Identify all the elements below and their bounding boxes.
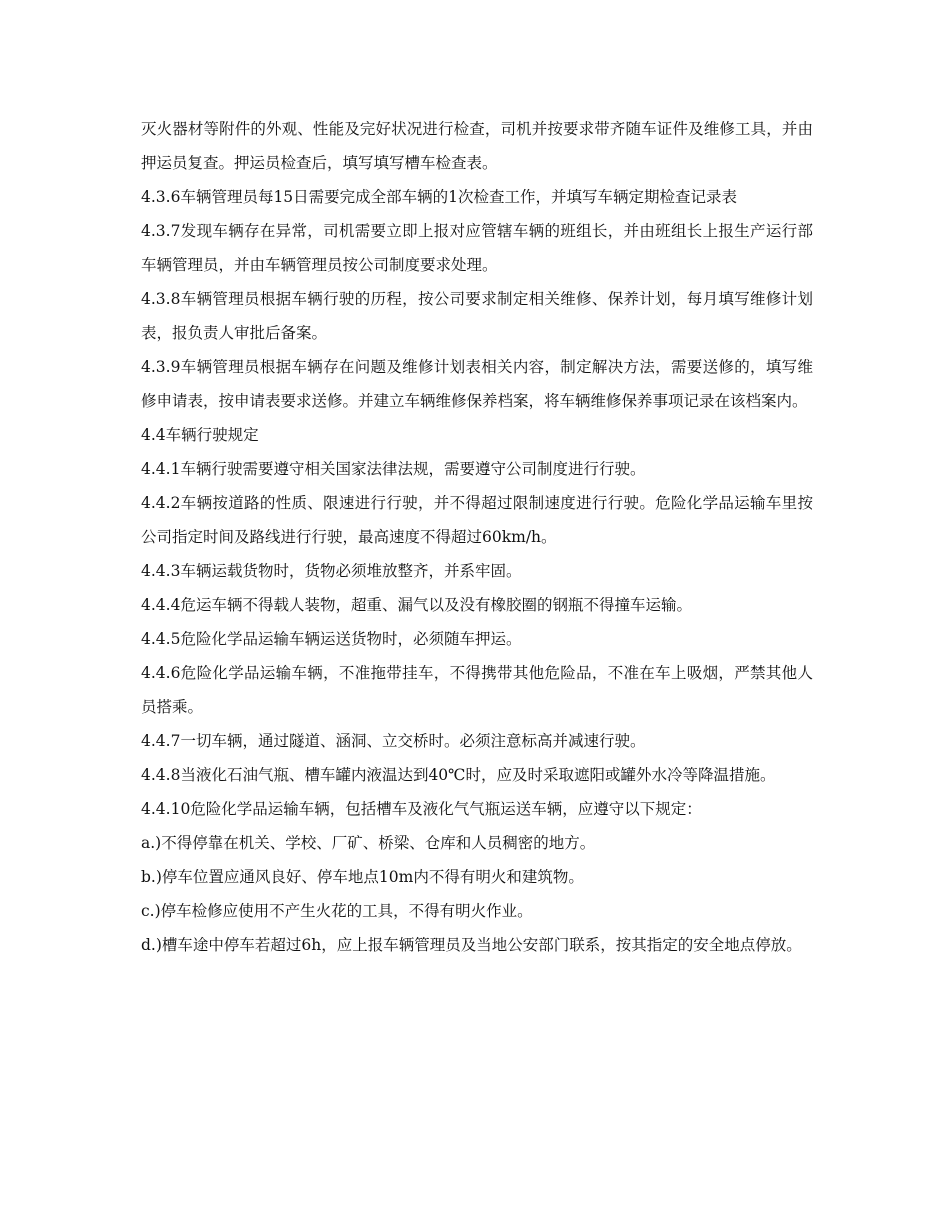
list-item: c.)停车检修应使用不产生火花的工具，不得有明火作业。: [141, 902, 533, 920]
paragraph: 4.4.3车辆运载货物时，货物必须堆放整齐，并系牢固。: [141, 562, 522, 580]
paragraph: 4.4.1车辆行驶需要遵守相关国家法律法规，需要遵守公司制度进行行驶。: [141, 460, 646, 478]
list-item: b.)停车位置应通风良好、停车地点10m内不得有明火和建筑物。: [141, 868, 584, 886]
paragraph: 4.4.2车辆按道路的性质、限速进行行驶，并不得超过限制速度进行行驶。危险化学品运输车里按公司指定时间及路线进行行驶，最高速度不得超过60km/h。: [141, 494, 813, 546]
document-body: [141, 112, 813, 962]
section-heading: 4.4车辆行驶规定: [141, 426, 259, 444]
paragraph: 4.4.4危运车辆不得载人装物，超重、漏气以及没有橡胶圈的钢瓶不得撞车运输。: [141, 596, 692, 614]
paragraph: 4.4.7一切车辆，通过隧道、涵洞、立交桥时。必须注意标高并减速行驶。: [141, 732, 646, 750]
list-item: a.)不得停靠在机关、学校、厂矿、桥梁、仓库和人员稠密的地方。: [141, 834, 596, 852]
paragraph: 4.4.8当液化石油气瓶、槽车罐内液温达到40℃时，应及时采取遮阳或罐外水冷等降温措施。: [141, 766, 776, 784]
paragraph: 4.4.5危险化学品运输车辆运送货物时，必须随车押运。: [141, 630, 522, 648]
paragraph: 4.3.9车辆管理员根据车辆存在问题及维修计划表相关内容，制定解决方法，需要送修的，填写维修申请表，按申请表要求送修。并建立车辆维修保养档案，将车辆维修保养事项记录在该档案内。: [141, 358, 813, 410]
paragraph: 4.3.6车辆管理员每15日需要完成全部车辆的1次检查工作，并填写车辆定期检查记录表: [141, 188, 738, 206]
paragraph: 灭火器材等附件的外观、性能及完好状况进行检查，司机并按要求带齐随车证件及维修工具，并由押运员复查。押运员检查后，填写填写槽车检查表。: [141, 120, 813, 172]
paragraph: 4.3.7发现车辆存在异常，司机需要立即上报对应管辖车辆的班组长，并由班组长上报生产运行部车辆管理员，并由车辆管理员按公司制度要求处理。: [141, 222, 813, 274]
paragraph: 4.3.8车辆管理员根据车辆行驶的历程，按公司要求制定相关维修、保养计划，每月填写维修计划表，报负责人审批后备案。: [141, 290, 813, 342]
paragraph: 4.4.6危险化学品运输车辆，不准拖带挂车，不得携带其他危险品，不准在车上吸烟，严禁其他人员搭乘。: [141, 664, 813, 716]
paragraph: 4.4.10危险化学品运输车辆，包括槽车及液化气气瓶运送车辆，应遵守以下规定：: [141, 800, 702, 818]
list-item: d.)槽车途中停车若超过6h，应上报车辆管理员及当地公安部门联系，按其指定的安全地点停放。: [141, 936, 802, 954]
